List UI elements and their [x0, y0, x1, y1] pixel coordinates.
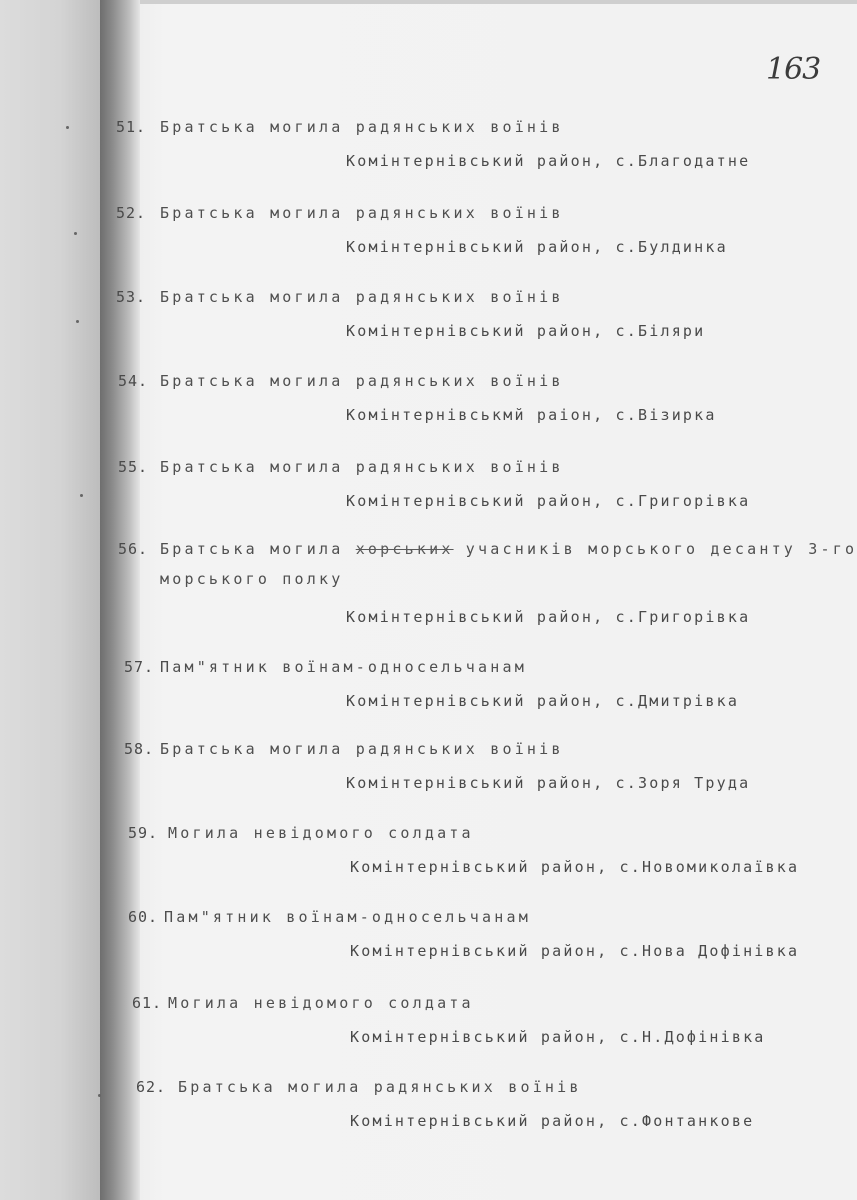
title-start: Братська могила — [160, 540, 344, 558]
entry-title: Пам"ятник воїнам-односельчанам — [160, 658, 527, 676]
entry-title: Братська могила радянських воїнів — [160, 118, 564, 136]
entry-number: 61. — [132, 994, 163, 1012]
entry-number: 62. — [136, 1078, 167, 1096]
entry-location: Комінтернівський район, с.Григорівка — [346, 608, 751, 626]
entry-location: Комінтернівський район, с.Нова Дофінівка — [350, 942, 800, 960]
entry-number: 51. — [116, 118, 147, 136]
binding-shadow — [100, 0, 140, 1200]
entry-title — [160, 540, 857, 558]
paper-speck — [76, 320, 79, 323]
entry-number: 53. — [116, 288, 147, 306]
entry-location: Комінтернівський район, с.Булдинка — [346, 238, 728, 256]
entry-title: Братська могила радянських воїнів — [160, 288, 564, 306]
struck-word: xорських — [355, 540, 454, 558]
entry-number: 56. — [118, 540, 149, 558]
entry-number: 59. — [128, 824, 159, 842]
entry-title-line2: морського полку — [160, 570, 344, 588]
entry-number: 54. — [118, 372, 149, 390]
entry-number: 58. — [124, 740, 155, 758]
paper-speck — [80, 494, 83, 497]
entry-title: Братська могила радянських воїнів — [160, 204, 564, 222]
entry-number: 60. — [128, 908, 159, 926]
entry-location: Комінтернівськмй раіон, с.Візирка — [346, 406, 717, 424]
entry-number: 57. — [124, 658, 155, 676]
entry-title: Могила невідомого солдата — [168, 994, 474, 1012]
entry-number: 55. — [118, 458, 149, 476]
page-number: 163 — [766, 52, 821, 87]
paper-speck — [66, 126, 69, 129]
entry-title: Братська могила радянських воїнів — [160, 372, 564, 390]
entry-title: Братська могила радянських воїнів — [160, 458, 564, 476]
entry-title: Братська могила радянських воїнів — [178, 1078, 582, 1096]
title-end: учасників морського десанту 3-го — [465, 540, 857, 558]
document-page — [124, 4, 857, 1200]
entry-location: Комінтернівський район, с.Фонтанкове — [350, 1112, 755, 1130]
entry-location: Комінтернівський район, с.Зоря Труда — [346, 774, 751, 792]
paper-speck — [74, 232, 77, 235]
paper-speck — [98, 1094, 101, 1097]
entry-location: Комінтернівський район, с.Григорівка — [346, 492, 751, 510]
entry-title: Пам"ятник воїнам-односельчанам — [164, 908, 531, 926]
entry-location: Комінтернівський район, с.Біляри — [346, 322, 706, 340]
entry-location: Комінтернівський район, с.Благодатне — [346, 152, 751, 170]
entry-location: Комінтернівський район, с.Новомиколаївка — [350, 858, 800, 876]
entry-location: Комінтернівський район, с.Дмитрівка — [346, 692, 740, 710]
entry-location: Комінтернівський район, с.Н.Дофінівка — [350, 1028, 766, 1046]
entry-title: Могила невідомого солдата — [168, 824, 474, 842]
entry-number: 52. — [116, 204, 147, 222]
entry-title: Братська могила радянських воїнів — [160, 740, 564, 758]
